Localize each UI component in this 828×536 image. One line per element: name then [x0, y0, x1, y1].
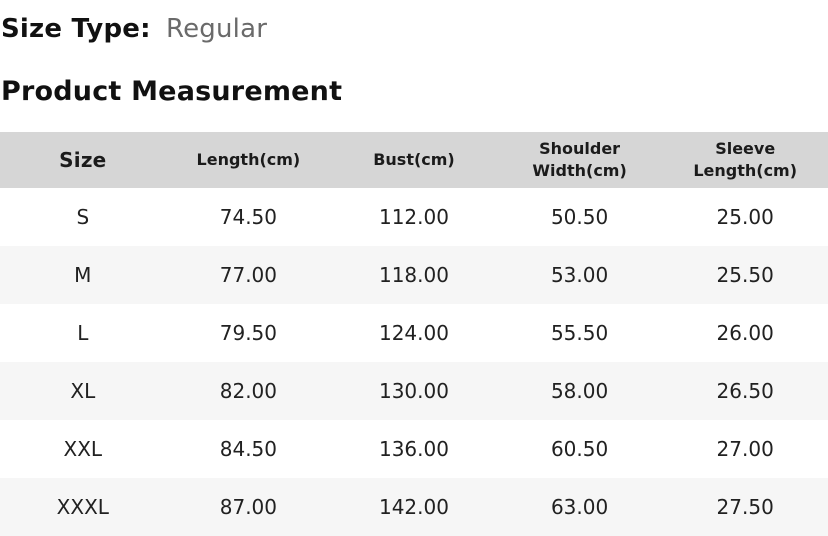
cell-shoulder-width: 55.50 — [550, 321, 609, 345]
cell-shoulder-width: 60.50 — [550, 437, 609, 461]
header-cell-length: Length(cm) — [166, 132, 332, 188]
cell-size: M — [74, 263, 92, 287]
cell-length: 79.50 — [219, 321, 278, 345]
cell-shoulder-width: 58.00 — [550, 379, 609, 403]
header-cell-sleeve-length: Sleeve Length(cm) — [662, 132, 828, 188]
cell-sleeve-length: 25.50 — [716, 263, 774, 287]
size-type-label: Size Type: — [1, 14, 151, 44]
cell-bust: 130.00 — [378, 379, 449, 403]
cell-bust: 124.00 — [378, 321, 449, 345]
cell-sleeve-length: 27.50 — [716, 495, 774, 519]
cell-sleeve-length: 27.00 — [716, 437, 774, 461]
cell-size: XXL — [63, 437, 103, 461]
cell-size: XXXL — [56, 495, 109, 519]
table-row — [0, 420, 828, 478]
table-row — [0, 478, 828, 536]
cell-sleeve-length: 26.50 — [716, 379, 774, 403]
header-cell-shoulder-width: Shoulder Width(cm) — [497, 132, 663, 188]
cell-size: XL — [70, 379, 96, 403]
table-header-row — [0, 132, 828, 188]
size-type-value: Regular — [165, 14, 268, 44]
cell-shoulder-width: 50.50 — [550, 205, 609, 229]
cell-bust: 142.00 — [378, 495, 449, 519]
cell-sleeve-length: 26.00 — [716, 321, 774, 345]
cell-length: 74.50 — [219, 205, 278, 229]
cell-size: S — [76, 205, 90, 229]
cell-sleeve-length: 25.00 — [716, 205, 774, 229]
table-row — [0, 188, 828, 246]
header-cell-size: Size — [0, 132, 166, 188]
cell-length: 87.00 — [219, 495, 278, 519]
table-row — [0, 246, 828, 304]
table-row — [0, 304, 828, 362]
cell-size: L — [77, 321, 89, 345]
section-title: Product Measurement — [1, 76, 343, 107]
cell-bust: 112.00 — [378, 205, 449, 229]
size-type-line — [0, 0, 828, 45]
cell-bust: 136.00 — [378, 437, 449, 461]
header-cell-bust: Bust(cm) — [331, 132, 497, 188]
measurement-table — [0, 132, 828, 536]
cell-length: 84.50 — [219, 437, 278, 461]
cell-length: 77.00 — [219, 263, 278, 287]
table-row — [0, 362, 828, 420]
cell-shoulder-width: 53.00 — [550, 263, 609, 287]
cell-length: 82.00 — [219, 379, 278, 403]
cell-bust: 118.00 — [378, 263, 449, 287]
cell-shoulder-width: 63.00 — [550, 495, 609, 519]
